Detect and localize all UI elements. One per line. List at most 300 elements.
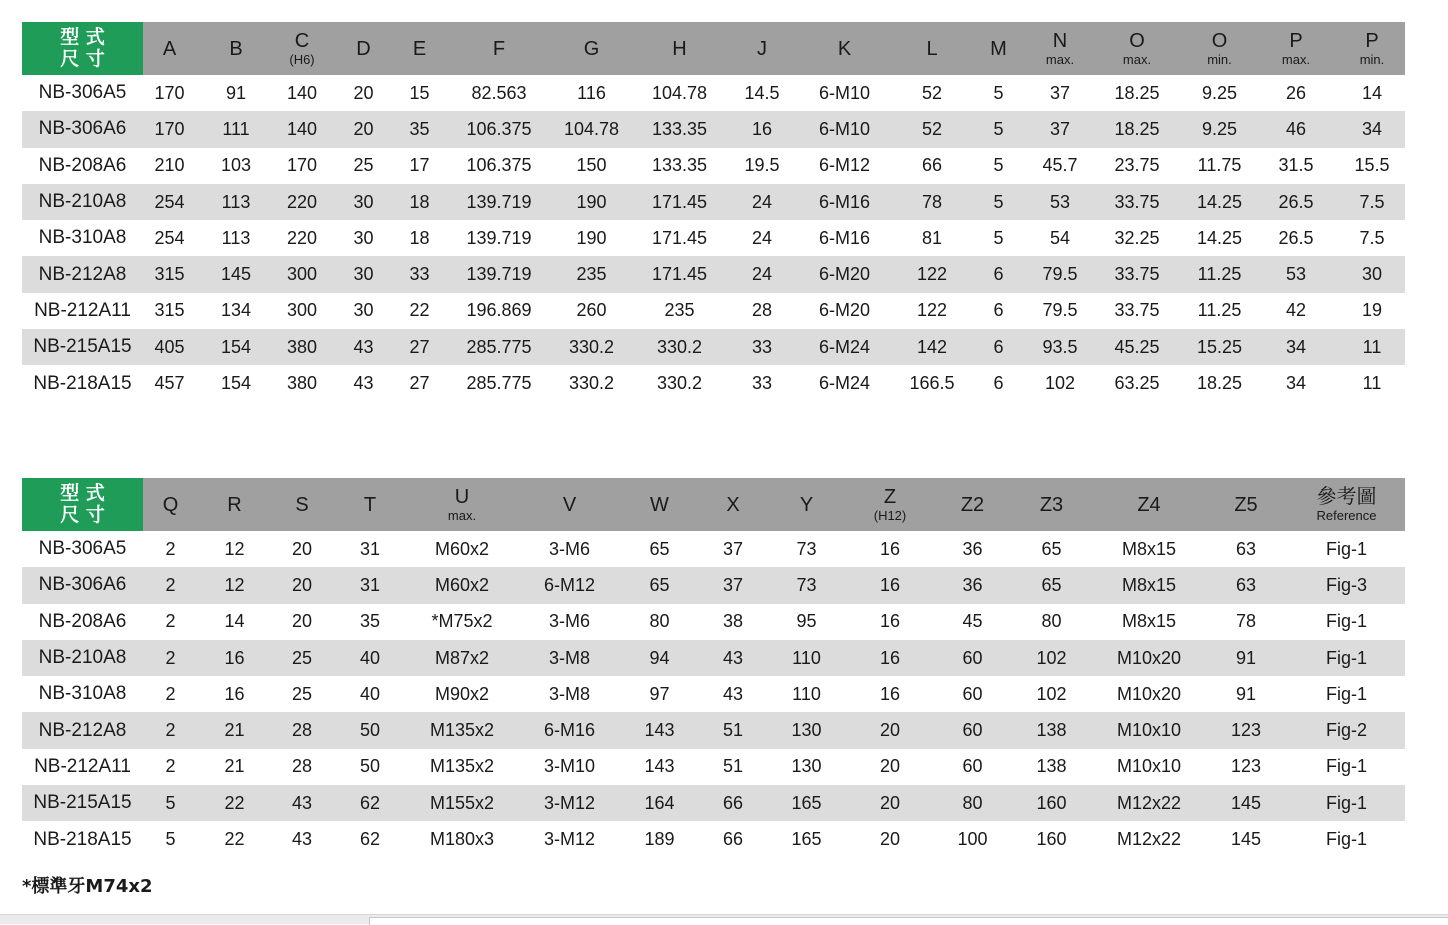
table-row [22,531,1405,567]
table-cell: 171.45 [625,256,734,292]
table-cell: 14.5 [744,82,780,103]
column-header [625,22,734,75]
table-cell: 254 [154,227,185,248]
table-cell: 16 [844,640,936,676]
table-cell: 315 [143,256,196,292]
model-cell: NB-212A8 [22,256,143,292]
table-cell: 60 [936,640,1009,676]
table-cell: 19 [1361,300,1383,321]
dimension-table-1 [22,22,1405,402]
column-header-sublabel: min. [1207,52,1232,67]
table-cell: 457 [154,373,185,394]
table-cell: 18 [399,184,440,220]
column-header-label: O [1211,30,1228,52]
column-header-label: T [363,493,377,516]
table-cell: 26.5 [1253,184,1339,220]
table-cell: 51 [722,756,744,777]
column-header-sublabel: max. [447,508,477,523]
table-cell: 171.45 [651,227,708,248]
table-cell: 123 [1230,756,1262,777]
table-cell: 300 [276,256,328,292]
table-cell: 196.869 [466,300,532,321]
column-header [1339,22,1405,75]
table-cell: 30 [1339,256,1405,292]
table-cell: 37 [722,538,744,559]
column-header-label: H [672,37,687,60]
table-cell: 33.75 [1088,256,1186,292]
table-cell: M10x20 [1116,683,1182,704]
table-cell: 93.5 [1032,329,1088,365]
table-cell: M90x2 [434,683,490,704]
column-header-label: Z [883,486,897,508]
column-header-label: V [562,493,577,516]
model-cell: NB-208A6 [38,154,127,176]
column-header [399,22,440,75]
table-cell: 15.25 [1186,329,1253,365]
table-cell: 5 [993,82,1004,103]
column-header [333,478,407,531]
table-cell: 6-M16 [517,712,622,748]
table-cell: 35 [359,611,381,632]
table-cell: 330.2 [656,373,703,394]
table-cell: 40 [333,640,407,676]
table-cell: 171.45 [625,184,734,220]
table-cell: 110 [792,683,821,704]
table-cell: M87x2 [407,640,517,676]
column-header-label: Y [799,493,814,516]
table-cell: Fig-1 [1325,829,1367,850]
model-cell: NB-208A6 [38,610,127,632]
table-cell: 33.75 [1088,184,1186,220]
column-header [558,22,625,75]
table-cell: 113 [221,227,251,248]
table-cell: 6-M20 [818,300,871,321]
table-cell: 405 [143,329,196,365]
table-cell: Fig-2 [1288,712,1405,748]
table-cell: 170 [286,155,318,176]
table-cell: 37 [1049,82,1071,103]
model-cell: NB-306A6 [22,111,143,147]
table-cell: M12x22 [1094,785,1204,821]
table-cell: 53 [1032,184,1088,220]
table-cell: 81 [921,227,943,248]
table-cell: 15.5 [1354,155,1390,176]
column-header [965,22,1032,75]
model-cell: NB-210A8 [22,184,143,220]
column-header-label: L [926,37,938,60]
table-cell: 3-M12 [517,785,622,821]
table-cell: M8x15 [1094,567,1204,603]
table-cell: 315 [154,300,185,321]
model-cell: NB-215A15 [22,785,143,821]
table-cell: 6-M10 [818,82,871,103]
table-cell: 165 [791,829,822,850]
table-cell: 145 [196,256,276,292]
table-cell: 11.25 [1186,256,1253,292]
table-cell: 3-M6 [548,611,590,632]
table-cell: 34 [1285,373,1307,394]
table-cell: 28 [271,712,333,748]
table-cell: 3-M6 [548,538,590,559]
table-cell: 14.25 [1186,184,1253,220]
table-cell: 97 [649,683,670,704]
table-cell: 80 [649,611,670,632]
table-cell: 190 [558,184,625,220]
table-cell: Fig-1 [1288,640,1405,676]
table-cell: 3-M10 [543,756,596,777]
table-cell: 34 [1253,329,1339,365]
table-cell: 94 [622,640,697,676]
table-cell: 28 [291,756,313,777]
column-header [1253,22,1339,75]
table-cell: 9.25 [1201,82,1238,103]
table-cell: 2 [143,640,198,676]
column-header-label: F [492,37,506,60]
table-cell: 164 [622,785,697,821]
table-cell: 210 [154,155,185,176]
table-cell: 14 [1361,82,1383,103]
table-cell: 145 [1204,785,1288,821]
table-cell: 82.563 [471,82,527,103]
table-cell: 27 [409,373,430,394]
table-cell: 142 [899,329,965,365]
column-header-label: Z5 [1234,493,1258,516]
table-cell: *M75x2 [431,611,493,632]
table-cell: 330.2 [558,329,625,365]
table-cell: 143 [644,756,675,777]
table-cell: 32.25 [1114,227,1160,248]
table-cell: 65 [649,538,670,559]
table-cell: 91 [225,82,247,103]
table-cell: 102 [1044,373,1076,394]
table-cell: 66 [697,785,769,821]
model-size-header [22,478,143,531]
table-cell: 31.5 [1278,155,1314,176]
table-cell: 190 [576,227,607,248]
column-header [517,478,622,531]
table-cell: 25 [291,683,313,704]
model-cell: NB-310A8 [38,683,127,705]
column-header-label: A [162,37,177,60]
table-row [22,821,1405,857]
table-cell: 33 [734,329,790,365]
table-cell: 139.719 [440,184,558,220]
table-cell: 330.2 [568,373,615,394]
table-cell: 26.5 [1278,227,1314,248]
table-cell: 6 [965,256,1032,292]
table-cell: 102 [1036,683,1067,704]
table-cell: 43 [328,329,399,365]
column-header-sublabel: max. [1045,52,1075,67]
table-row [22,293,1405,329]
table-cell: 5 [993,155,1004,176]
table-cell: 20 [844,785,936,821]
table-cell: 11 [1362,373,1382,394]
table-cell: 63.25 [1114,373,1160,394]
table-cell: Fig-3 [1288,567,1405,603]
table-cell: 254 [143,184,196,220]
table-cell: 6-M20 [790,256,899,292]
column-header-label: D [356,37,371,60]
model-cell: NB-212A11 [34,299,131,321]
table-row [22,640,1405,676]
table-cell: 25 [353,155,374,176]
table-cell: Fig-1 [1325,538,1367,559]
table-cell: 73 [769,567,844,603]
table-cell: 170 [143,111,196,147]
table-cell: 45.25 [1088,329,1186,365]
table-cell: 20 [879,756,901,777]
table-cell: 6-M24 [818,373,871,394]
table-cell: 18.25 [1196,373,1243,394]
model-cell: NB-310A8 [38,227,127,249]
model-cell: NB-306A5 [38,538,127,560]
table-cell: 133.35 [651,155,708,176]
column-header [198,478,271,531]
column-header [143,22,196,75]
table-cell: 106.375 [440,111,558,147]
column-header-label: S [295,493,309,516]
table-cell: 43 [353,373,374,394]
column-header [1186,22,1253,75]
table-cell: 65 [622,567,697,603]
column-header [1094,478,1204,531]
table-cell: 65 [1041,538,1062,559]
model-cell: NB-306A6 [22,567,143,603]
column-header [276,22,328,75]
table-row [22,604,1405,640]
table-cell: 17 [409,155,430,176]
dimension-table-2 [22,478,1405,858]
column-header-label: Z3 [1039,493,1064,516]
table-cell: 2 [165,756,176,777]
table-cell: 130 [769,712,844,748]
table-cell: 330.2 [625,329,734,365]
table-cell: 14 [224,611,245,632]
table-cell: Fig-1 [1325,611,1367,632]
table-cell: 122 [916,300,948,321]
table-cell: 3-M12 [543,829,596,850]
footnote: *標準牙M74x2 [22,876,153,897]
table-cell: 2 [165,683,176,704]
table-header-row [22,478,1405,531]
table-cell: 31 [359,538,381,559]
table-row [22,676,1405,712]
table-row [22,567,1405,603]
table-cell: 79.5 [1042,300,1078,321]
table-cell: 138 [1036,756,1067,777]
table-cell: 33 [399,256,440,292]
table-cell: 160 [1009,785,1094,821]
table-cell: 43 [291,829,313,850]
table-cell: 12 [224,538,245,559]
table-cell: 5 [143,785,198,821]
table-cell: 103 [220,155,252,176]
column-header [407,478,517,531]
table-cell: 24 [734,256,790,292]
table-cell: 33.75 [1114,300,1160,321]
table-header-row [22,22,1405,75]
table-cell: 43 [271,785,333,821]
table-cell: 24 [734,184,790,220]
table-cell: 35 [399,111,440,147]
column-header-label: E [412,37,427,60]
table-cell: 116 [577,82,606,103]
column-header-label: W [650,493,669,516]
column-header [1088,22,1186,75]
table-cell: 18.25 [1088,111,1186,147]
table-cell: 106.375 [466,155,532,176]
table-cell: 139.719 [466,227,532,248]
table-cell: 63 [1235,538,1257,559]
table-cell: 220 [286,227,318,248]
table-cell: 18.25 [1114,82,1160,103]
column-header [271,478,333,531]
model-header-line2: 尺 寸 [60,47,105,70]
table-cell: 20 [291,538,313,559]
table-cell: 11.25 [1197,300,1242,321]
column-header-label: C [294,30,310,52]
column-header [697,478,769,531]
table-cell: 36 [962,538,983,559]
table-cell: 50 [359,756,381,777]
table-cell: 130 [791,756,822,777]
table-cell: 6-M24 [790,329,899,365]
table-cell: 30 [353,300,374,321]
column-header [769,478,844,531]
column-header-label: J [757,37,767,60]
table-row [22,365,1405,401]
table-cell: 52 [899,111,965,147]
table-cell: 18 [409,227,430,248]
column-header-label: U [454,486,470,508]
table-row [22,712,1405,748]
column-header-sublabel: max. [1122,52,1152,67]
table-cell: 110 [769,640,844,676]
column-header-label: O [1129,30,1145,52]
column-header-label: B [229,37,243,60]
table-cell: 60 [936,712,1009,748]
table-cell: 6 [993,373,1004,394]
model-cell: NB-306A5 [38,82,127,104]
column-header [440,22,558,75]
column-header [899,22,965,75]
column-header [844,478,936,531]
table-cell: 40 [359,683,381,704]
table-row [22,329,1405,365]
table-cell: Fig-1 [1325,756,1367,777]
table-cell: 145 [1230,829,1262,850]
table-cell: M8x15 [1121,538,1177,559]
page-bottom-panel [369,917,1448,925]
column-header [1032,22,1088,75]
table-cell: 170 [154,82,185,103]
table-cell: M10x10 [1116,756,1182,777]
table-cell: 165 [769,785,844,821]
model-header-line1: 型 式 [60,481,105,504]
table-cell: 16 [879,683,901,704]
table-cell: 42 [1285,300,1307,321]
table-cell: 45.7 [1042,155,1078,176]
column-header-label: P [1365,30,1379,52]
table-cell: 12 [198,567,271,603]
table-cell: M8x15 [1121,611,1177,632]
table-cell: 16 [879,611,901,632]
model-cell: NB-212A11 [34,755,131,777]
table-cell: 380 [276,329,328,365]
column-header-label: Q [162,493,179,516]
table-cell: 138 [1009,712,1094,748]
table-cell: 62 [359,829,381,850]
table-cell: 20 [879,829,901,850]
table-cell: 16 [224,683,245,704]
table-cell: 54 [1049,227,1071,248]
column-header [143,478,198,531]
table-cell: 285.775 [440,329,558,365]
table-cell: 3-M8 [517,640,622,676]
table-row [22,256,1405,292]
model-cell: NB-215A15 [22,329,143,365]
table-cell: 91 [1235,683,1257,704]
table-cell: 80 [936,785,1009,821]
table-cell: 2 [165,538,176,559]
table-cell: 20 [291,611,313,632]
column-header [328,22,399,75]
table-cell: 26 [1285,82,1307,103]
column-header-label: Z4 [1137,493,1161,516]
table-cell: 65 [1009,567,1094,603]
table-cell: 16 [198,640,271,676]
table-cell: 6-M10 [790,111,899,147]
table-cell: Fig-1 [1288,785,1405,821]
table-cell: M155x2 [407,785,517,821]
table-cell: 189 [644,829,675,850]
table-cell: 20 [353,82,374,103]
column-header-sublabel: Reference [1316,508,1377,523]
table-cell: 166.5 [909,373,955,394]
table-cell: 235 [558,256,625,292]
table-cell: 22 [409,300,430,321]
table-cell: 104.78 [558,111,625,147]
column-header-label: N [1052,30,1068,52]
table-cell: 6 [993,300,1004,321]
table-cell: 220 [276,184,328,220]
table-cell: 60 [962,756,983,777]
table-cell: 3-M8 [548,683,590,704]
table-cell: 5 [165,829,176,850]
table-cell: 66 [722,829,744,850]
table-cell: 43 [697,640,769,676]
table-cell: 21 [224,756,245,777]
table-cell: 38 [722,611,744,632]
column-header [196,22,276,75]
table-cell: 139.719 [440,256,558,292]
table-cell: 133.35 [625,111,734,147]
model-cell: NB-218A15 [33,372,132,394]
table-cell: 6-M12 [517,567,622,603]
column-header-label: G [583,37,600,60]
table-cell: 300 [286,300,318,321]
table-row [22,111,1405,147]
column-header-label: X [726,493,740,516]
table-cell: M10x10 [1094,712,1204,748]
table-cell: 7.5 [1359,227,1385,248]
table-cell: 113 [196,184,276,220]
model-size-header [22,22,143,75]
column-header [734,22,790,75]
table-cell: 16 [844,567,936,603]
table-cell: 100 [957,829,988,850]
